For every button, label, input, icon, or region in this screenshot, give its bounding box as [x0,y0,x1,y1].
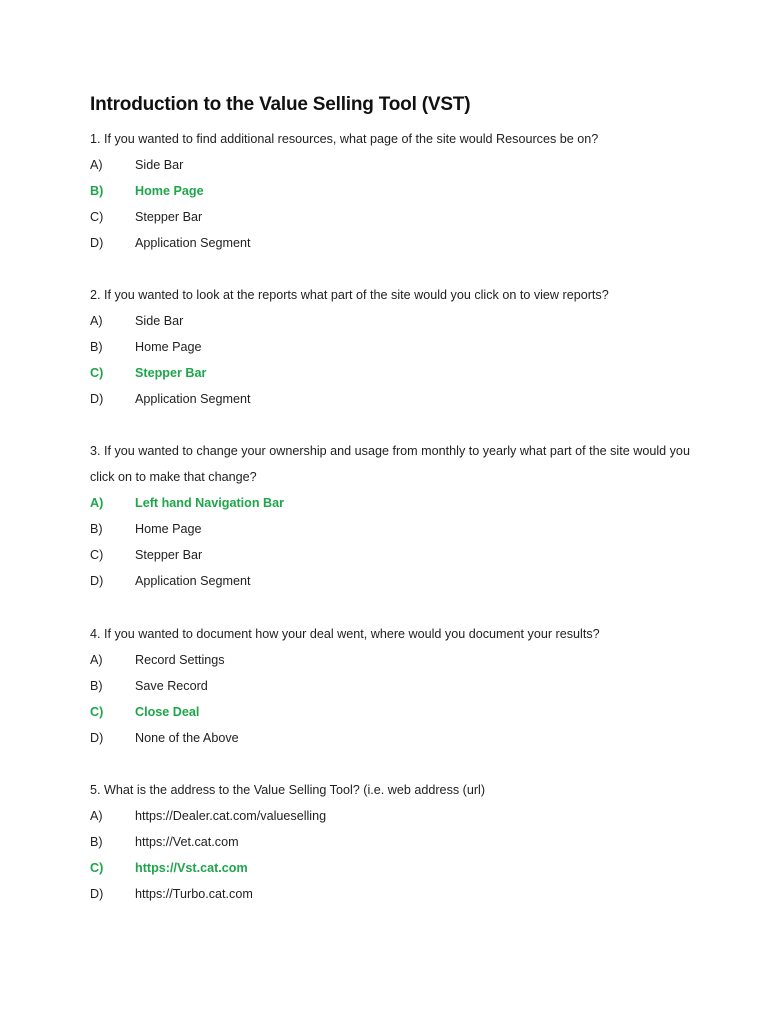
question-2 [90,282,700,412]
option-text: Record Settings [135,653,225,667]
answer-option-b [90,829,700,855]
option-text: Save Record [135,679,208,693]
answer-option-c [90,204,700,230]
answer-option-b [90,516,700,542]
option-text: Stepper Bar [135,210,203,224]
option-text: Left hand Navigation Bar [135,496,285,510]
option-text: Stepper Bar [135,366,207,380]
option-letter: B) [90,522,103,536]
answer-option-b-correct [90,178,700,204]
answer-option-d [90,568,700,594]
option-letter: A) [90,496,104,510]
option-text: Close Deal [135,705,200,719]
answer-option-c-correct [90,855,700,881]
option-letter: B) [90,340,103,354]
question-text: 2. If you wanted to look at the reports what part of the site would you click on to view reports? [90,288,609,302]
option-text: Home Page [135,184,204,198]
question-5 [90,777,700,907]
answer-option-d [90,230,700,256]
option-letter: B) [90,184,104,198]
option-text: Home Page [135,340,202,354]
option-text: Application Segment [135,236,251,250]
option-letter: C) [90,705,104,719]
option-letter: C) [90,366,104,380]
answer-option-a [90,647,700,673]
option-text: https://Dealer.cat.com/valueselling [135,809,327,823]
answer-option-a [90,308,700,334]
page-title: Introduction to the Value Selling Tool (VST) [90,94,471,115]
option-letter: C) [90,861,104,875]
option-text: Application Segment [135,392,251,406]
question-text: 4. If you wanted to document how your deal went, where would you document your results? [90,627,600,641]
option-letter: D) [90,574,104,588]
option-letter: A) [90,809,103,823]
answer-option-b [90,673,700,699]
option-letter: D) [90,887,104,901]
option-letter: A) [90,653,103,667]
question-text: 5. What is the address to the Value Selling Tool? (i.e. web address (url) [90,783,486,797]
answer-option-a [90,803,700,829]
question-text: 3. If you wanted to change your ownership and usage from monthly to yearly what part of the site would you click on to make that change? [90,444,690,484]
option-text: None of the Above [135,731,239,745]
answer-option-d [90,386,700,412]
option-letter: D) [90,236,104,250]
option-letter: A) [90,314,103,328]
option-text: https://Turbo.cat.com [135,887,253,901]
option-letter: C) [90,210,104,224]
option-text: Stepper Bar [135,548,203,562]
option-text: https://Vet.cat.com [135,835,239,849]
answer-option-c [90,542,700,568]
option-text: Home Page [135,522,202,536]
option-text: Side Bar [135,314,184,328]
answer-option-c-correct [90,360,700,386]
option-letter: D) [90,731,104,745]
option-letter: A) [90,158,103,172]
option-text: https://Vst.cat.com [135,861,248,875]
answer-option-c-correct [90,699,700,725]
option-letter: D) [90,392,104,406]
answer-option-a [90,152,700,178]
option-letter: B) [90,679,103,693]
question-4 [90,621,700,751]
option-letter: C) [90,548,104,562]
question-text: 1. If you wanted to find additional resources, what page of the site would Resources be on? [90,132,599,146]
answer-option-d [90,725,700,751]
option-text: Side Bar [135,158,184,172]
answer-option-b [90,334,700,360]
option-text: Application Segment [135,574,251,588]
question-3 [90,438,700,594]
option-letter: B) [90,835,103,849]
answer-option-d [90,881,700,907]
answer-option-a-correct [90,490,700,516]
question-1 [90,126,700,256]
